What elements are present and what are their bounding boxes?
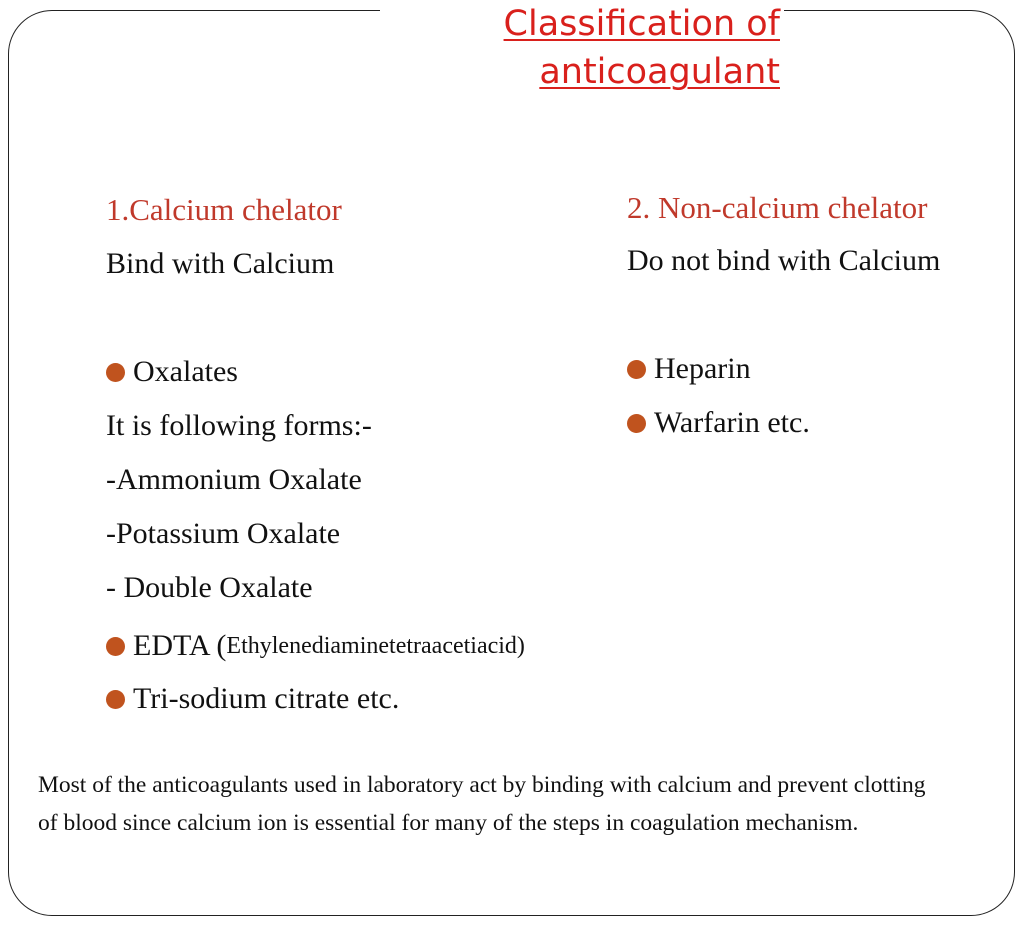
bullet-dot-icon [106, 363, 125, 382]
form-ammonium-oxalate: -Ammonium Oxalate [106, 463, 362, 496]
bullet-edta [106, 629, 525, 663]
bullet-dot-icon [106, 637, 125, 656]
bullet-heparin-text: Heparin [654, 352, 751, 385]
title-line-2: anticoagulant [539, 52, 780, 92]
non-calcium-chelator-heading: 2. Non-calcium chelator [627, 190, 928, 225]
non-calcium-chelator-subheading: Do not bind with Calcium [627, 244, 941, 277]
bullet-tri-sodium-citrate [106, 682, 399, 716]
title-line-1: Classification of [503, 4, 780, 44]
bullet-heparin [627, 352, 751, 386]
forms-intro: It is following forms:- [106, 409, 372, 442]
bullet-warfarin-text: Warfarin etc. [654, 406, 810, 439]
bullet-warfarin [627, 406, 810, 440]
form-potassium-oxalate: -Potassium Oxalate [106, 517, 341, 550]
bullet-dot-icon [106, 690, 125, 709]
bullet-oxalates-text: Oxalates [133, 355, 238, 388]
slide-title [380, 0, 784, 96]
bullet-oxalates [106, 355, 238, 389]
bullet-edta-text: EDTA ( [133, 629, 227, 662]
form-double-oxalate: - Double Oxalate [106, 571, 313, 604]
calcium-chelator-subheading: Bind with Calcium [106, 247, 335, 280]
calcium-chelator-heading: 1.Calcium chelator [106, 192, 342, 227]
bullet-tri-sodium-citrate-text: Tri-sodium citrate etc. [133, 682, 400, 715]
bullet-edta-detail: Ethylenediaminetetraacetiacid) [226, 632, 525, 659]
bullet-dot-icon [627, 360, 646, 379]
summary-note: Most of the anticoagulants used in laboratory act by binding with calcium and prevent clotting of blood since calcium ion is essential for many of the steps in coagulation mechanism. [38, 772, 926, 836]
bullet-dot-icon [627, 414, 646, 433]
